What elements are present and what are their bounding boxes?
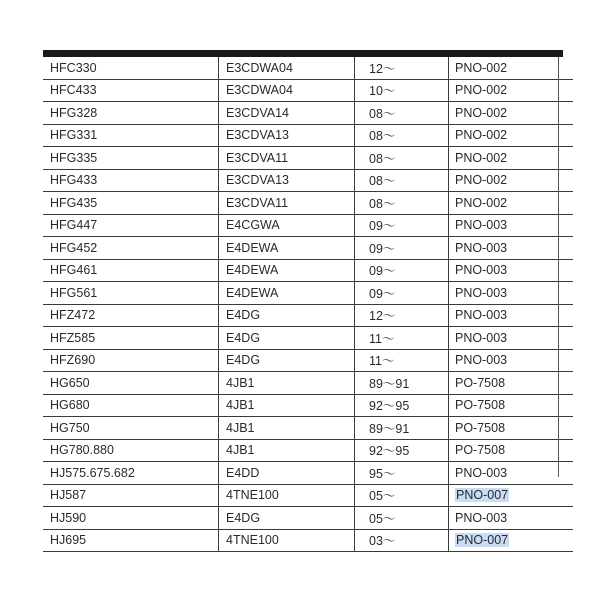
part-number-cell bbox=[449, 439, 574, 462]
model-cell bbox=[43, 169, 219, 192]
part-number-cell bbox=[449, 507, 574, 530]
part-number-cell-text: PNO-003 bbox=[455, 263, 508, 278]
part-number-cell bbox=[449, 57, 574, 79]
engine-cell bbox=[219, 394, 355, 417]
part-number-cell-text: PO-7508 bbox=[455, 420, 506, 435]
year-cell bbox=[355, 372, 449, 395]
year-cell-text: 09～ bbox=[369, 219, 396, 234]
part-number-cell bbox=[449, 394, 574, 417]
part-number-cell bbox=[449, 259, 574, 282]
engine-cell bbox=[219, 57, 355, 79]
engine-cell bbox=[219, 349, 355, 372]
engine-cell-text: E3CDVA13 bbox=[226, 128, 289, 143]
table-row bbox=[43, 259, 573, 282]
engine-cell-text: E4DEWA bbox=[226, 240, 279, 255]
engine-cell bbox=[219, 169, 355, 192]
part-number-cell-text: PNO-003 bbox=[455, 218, 508, 233]
model-cell-text: HFC433 bbox=[50, 83, 97, 98]
part-number-cell-text: PNO-003 bbox=[455, 510, 508, 525]
model-cell bbox=[43, 372, 219, 395]
year-cell bbox=[355, 417, 449, 440]
model-cell-text: HFZ472 bbox=[50, 308, 96, 323]
part-number-cell-text: PO-7508 bbox=[455, 375, 506, 390]
engine-cell-text: E4DG bbox=[226, 510, 261, 525]
year-cell-text: 10～ bbox=[369, 84, 396, 99]
model-cell-text: HFG435 bbox=[50, 195, 98, 210]
model-cell bbox=[43, 237, 219, 260]
model-cell bbox=[43, 439, 219, 462]
table-row bbox=[43, 484, 573, 507]
engine-cell bbox=[219, 507, 355, 530]
year-cell-text: 11～ bbox=[369, 331, 395, 346]
year-cell bbox=[355, 484, 449, 507]
part-number-cell bbox=[449, 372, 574, 395]
model-cell bbox=[43, 394, 219, 417]
part-number-cell-text: PO-7508 bbox=[455, 443, 506, 458]
table-row bbox=[43, 439, 573, 462]
part-number-cell bbox=[449, 124, 574, 147]
year-cell bbox=[355, 394, 449, 417]
table-row bbox=[43, 214, 573, 237]
year-cell-text: 11～ bbox=[369, 354, 395, 369]
engine-cell-text: E4DEWA bbox=[226, 285, 279, 300]
year-cell-text: 05～ bbox=[369, 511, 396, 526]
year-cell-text: 09～ bbox=[369, 264, 396, 279]
engine-cell-text: E3CDVA14 bbox=[226, 105, 289, 120]
part-number-cell bbox=[449, 462, 574, 485]
part-number-cell bbox=[449, 282, 574, 305]
part-number-cell bbox=[449, 214, 574, 237]
engine-cell bbox=[219, 214, 355, 237]
table-row bbox=[43, 169, 573, 192]
year-cell bbox=[355, 124, 449, 147]
model-cell-text: HG680 bbox=[50, 398, 90, 413]
year-cell-text: 08～ bbox=[369, 129, 396, 144]
part-number-cell-text: PNO-003 bbox=[455, 285, 508, 300]
engine-cell-text: 4TNE100 bbox=[226, 533, 279, 548]
year-cell bbox=[355, 529, 449, 552]
table-row bbox=[43, 462, 573, 485]
year-cell-text: 89～91 bbox=[369, 421, 410, 436]
engine-cell bbox=[219, 79, 355, 102]
part-number-cell bbox=[449, 417, 574, 440]
engine-cell-text: 4JB1 bbox=[226, 375, 255, 390]
table-row bbox=[43, 417, 573, 440]
year-cell bbox=[355, 439, 449, 462]
table-row bbox=[43, 507, 573, 530]
part-number-cell bbox=[449, 304, 574, 327]
engine-cell-text: 4JB1 bbox=[226, 443, 255, 458]
model-cell bbox=[43, 192, 219, 215]
table-top-border bbox=[43, 50, 563, 57]
year-cell-text: 08～ bbox=[369, 151, 396, 166]
parts-table bbox=[43, 57, 573, 552]
table-row bbox=[43, 282, 573, 305]
part-number-cell bbox=[449, 349, 574, 372]
part-number-cell-text: PNO-002 bbox=[455, 105, 508, 120]
year-cell bbox=[355, 462, 449, 485]
part-number-cell bbox=[449, 529, 574, 552]
model-cell bbox=[43, 79, 219, 102]
model-cell-text: HFG561 bbox=[50, 285, 98, 300]
year-cell bbox=[355, 192, 449, 215]
year-cell-text: 89～91 bbox=[369, 376, 410, 391]
year-cell bbox=[355, 102, 449, 125]
model-cell-text: HFC330 bbox=[50, 60, 97, 75]
table-row bbox=[43, 102, 573, 125]
part-number-cell-text: PNO-007 bbox=[456, 533, 509, 548]
part-number-cell bbox=[449, 147, 574, 170]
engine-cell-text: E3CDWA04 bbox=[226, 60, 293, 75]
engine-cell-text: E4DG bbox=[226, 308, 261, 323]
year-cell-text: 12～ bbox=[369, 61, 396, 76]
model-cell bbox=[43, 349, 219, 372]
engine-cell-text: E3CDVA11 bbox=[226, 195, 289, 210]
model-cell-text: HG780.880 bbox=[50, 443, 114, 458]
year-cell bbox=[355, 214, 449, 237]
engine-cell bbox=[219, 237, 355, 260]
part-number-cell-text: PNO-003 bbox=[455, 240, 508, 255]
right-edge-line bbox=[558, 57, 559, 477]
model-cell bbox=[43, 124, 219, 147]
year-cell-text: 03～ bbox=[369, 534, 396, 549]
table-row bbox=[43, 147, 573, 170]
table-row bbox=[43, 237, 573, 260]
model-cell-text: HFZ585 bbox=[50, 330, 96, 345]
parts-table-body bbox=[43, 57, 573, 552]
table-row bbox=[43, 192, 573, 215]
model-cell bbox=[43, 304, 219, 327]
year-cell bbox=[355, 507, 449, 530]
engine-cell bbox=[219, 147, 355, 170]
engine-cell bbox=[219, 327, 355, 350]
year-cell bbox=[355, 304, 449, 327]
table-row bbox=[43, 57, 573, 79]
part-number-cell bbox=[449, 102, 574, 125]
engine-cell bbox=[219, 304, 355, 327]
part-number-cell bbox=[449, 327, 574, 350]
part-number-cell-text: PNO-002 bbox=[455, 173, 508, 188]
table-row bbox=[43, 79, 573, 102]
part-number-cell-text: PNO-002 bbox=[455, 128, 508, 143]
table-row bbox=[43, 372, 573, 395]
year-cell-text: 08～ bbox=[369, 106, 396, 121]
engine-cell bbox=[219, 439, 355, 462]
table-row bbox=[43, 327, 573, 350]
engine-cell bbox=[219, 282, 355, 305]
part-number-cell bbox=[449, 237, 574, 260]
engine-cell-text: E4DEWA bbox=[226, 263, 279, 278]
engine-cell bbox=[219, 124, 355, 147]
part-number-cell-text: PNO-003 bbox=[455, 465, 508, 480]
model-cell bbox=[43, 327, 219, 350]
model-cell bbox=[43, 214, 219, 237]
year-cell bbox=[355, 282, 449, 305]
engine-cell-text: E4DG bbox=[226, 353, 261, 368]
year-cell-text: 92～95 bbox=[369, 444, 410, 459]
engine-cell-text: E3CDVA11 bbox=[226, 150, 289, 165]
year-cell bbox=[355, 57, 449, 79]
engine-cell-text: 4TNE100 bbox=[226, 488, 279, 503]
model-cell-text: HFG335 bbox=[50, 150, 98, 165]
part-number-cell bbox=[449, 484, 574, 507]
model-cell-text: HFG331 bbox=[50, 128, 98, 143]
engine-cell bbox=[219, 417, 355, 440]
engine-cell-text: E4DG bbox=[226, 330, 261, 345]
model-cell-text: HG650 bbox=[50, 375, 90, 390]
model-cell-text: HFZ690 bbox=[50, 353, 96, 368]
year-cell-text: 95～ bbox=[369, 466, 396, 481]
model-cell-text: HJ575.675.682 bbox=[50, 465, 135, 480]
year-cell-text: 09～ bbox=[369, 241, 396, 256]
engine-cell-text: E3CDVA13 bbox=[226, 173, 289, 188]
year-cell bbox=[355, 169, 449, 192]
engine-cell-text: 4JB1 bbox=[226, 398, 255, 413]
model-cell bbox=[43, 507, 219, 530]
year-cell bbox=[355, 349, 449, 372]
engine-cell-text: E3CDWA04 bbox=[226, 83, 293, 98]
model-cell bbox=[43, 147, 219, 170]
model-cell bbox=[43, 57, 219, 79]
table-row bbox=[43, 394, 573, 417]
model-cell bbox=[43, 529, 219, 552]
year-cell-text: 08～ bbox=[369, 174, 396, 189]
year-cell-text: 09～ bbox=[369, 286, 396, 301]
model-cell-text: HG750 bbox=[50, 420, 90, 435]
engine-cell bbox=[219, 259, 355, 282]
engine-cell-text: E4CGWA bbox=[226, 218, 280, 233]
model-cell bbox=[43, 484, 219, 507]
model-cell bbox=[43, 259, 219, 282]
model-cell bbox=[43, 102, 219, 125]
part-number-cell-text: PNO-002 bbox=[455, 150, 508, 165]
part-number-cell-text: PNO-002 bbox=[455, 195, 508, 210]
year-cell-text: 08～ bbox=[369, 196, 396, 211]
part-number-cell bbox=[449, 169, 574, 192]
model-cell bbox=[43, 282, 219, 305]
part-number-cell-text: PNO-003 bbox=[455, 308, 508, 323]
year-cell bbox=[355, 147, 449, 170]
part-number-cell-text: PO-7508 bbox=[455, 398, 506, 413]
part-number-cell-text: PNO-007 bbox=[456, 488, 509, 503]
model-cell-text: HFG433 bbox=[50, 173, 98, 188]
table-row bbox=[43, 304, 573, 327]
model-cell bbox=[43, 417, 219, 440]
year-cell bbox=[355, 237, 449, 260]
table-row bbox=[43, 124, 573, 147]
year-cell bbox=[355, 259, 449, 282]
engine-cell-text: 4JB1 bbox=[226, 420, 255, 435]
year-cell-text: 05～ bbox=[369, 489, 396, 504]
model-cell-text: HFG461 bbox=[50, 263, 98, 278]
part-number-cell-text: PNO-002 bbox=[455, 83, 508, 98]
year-cell bbox=[355, 327, 449, 350]
model-cell-text: HJ590 bbox=[50, 510, 87, 525]
part-number-cell-text: PNO-002 bbox=[455, 60, 508, 75]
engine-cell bbox=[219, 192, 355, 215]
table-row bbox=[43, 529, 573, 552]
year-cell-text: 12～ bbox=[369, 309, 396, 324]
table-row bbox=[43, 349, 573, 372]
engine-cell bbox=[219, 462, 355, 485]
model-cell-text: HFG328 bbox=[50, 105, 98, 120]
part-number-cell-text: PNO-003 bbox=[455, 353, 508, 368]
year-cell-text: 92～95 bbox=[369, 399, 410, 414]
engine-cell bbox=[219, 529, 355, 552]
model-cell-text: HFG447 bbox=[50, 218, 98, 233]
model-cell-text: HJ587 bbox=[50, 488, 87, 503]
model-cell bbox=[43, 462, 219, 485]
engine-cell bbox=[219, 102, 355, 125]
part-number-cell bbox=[449, 192, 574, 215]
year-cell bbox=[355, 79, 449, 102]
model-cell-text: HJ695 bbox=[50, 533, 87, 548]
part-number-cell bbox=[449, 79, 574, 102]
engine-cell-text: E4DD bbox=[226, 465, 260, 480]
engine-cell bbox=[219, 484, 355, 507]
part-number-cell-text: PNO-003 bbox=[455, 330, 508, 345]
model-cell-text: HFG452 bbox=[50, 240, 98, 255]
engine-cell bbox=[219, 372, 355, 395]
